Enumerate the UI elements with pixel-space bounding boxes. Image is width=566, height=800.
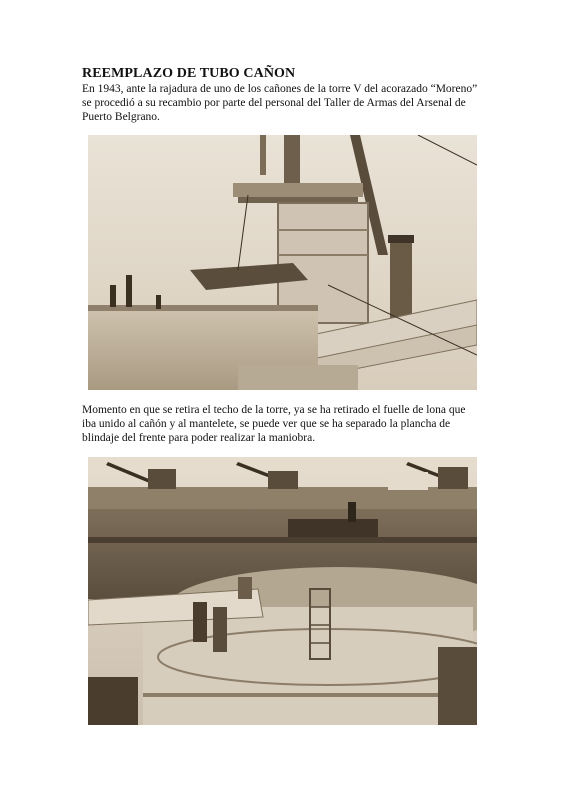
photo-caption: Momento en que se retira el techo de la torre, ya se ha retirado el fuelle de lona que iba unido al cañón y al mantelete, se puede ver que se ha separado la plancha de blindaje del frente para poder realizar la maniobra. xyxy=(82,404,466,444)
page-title: REEMPLAZO DE TUBO CAÑON xyxy=(82,66,296,81)
photo-turret-top-view xyxy=(88,457,477,725)
intro-paragraph: En 1943, ante la rajadura de uno de los cañones de la torre V del acorazado “Moreno” se procedió a su recambio por parte del personal del Taller de Armas del Arsenal de Puerto Belgrano. xyxy=(82,83,478,123)
photo-turret-roof-removal xyxy=(88,135,477,390)
